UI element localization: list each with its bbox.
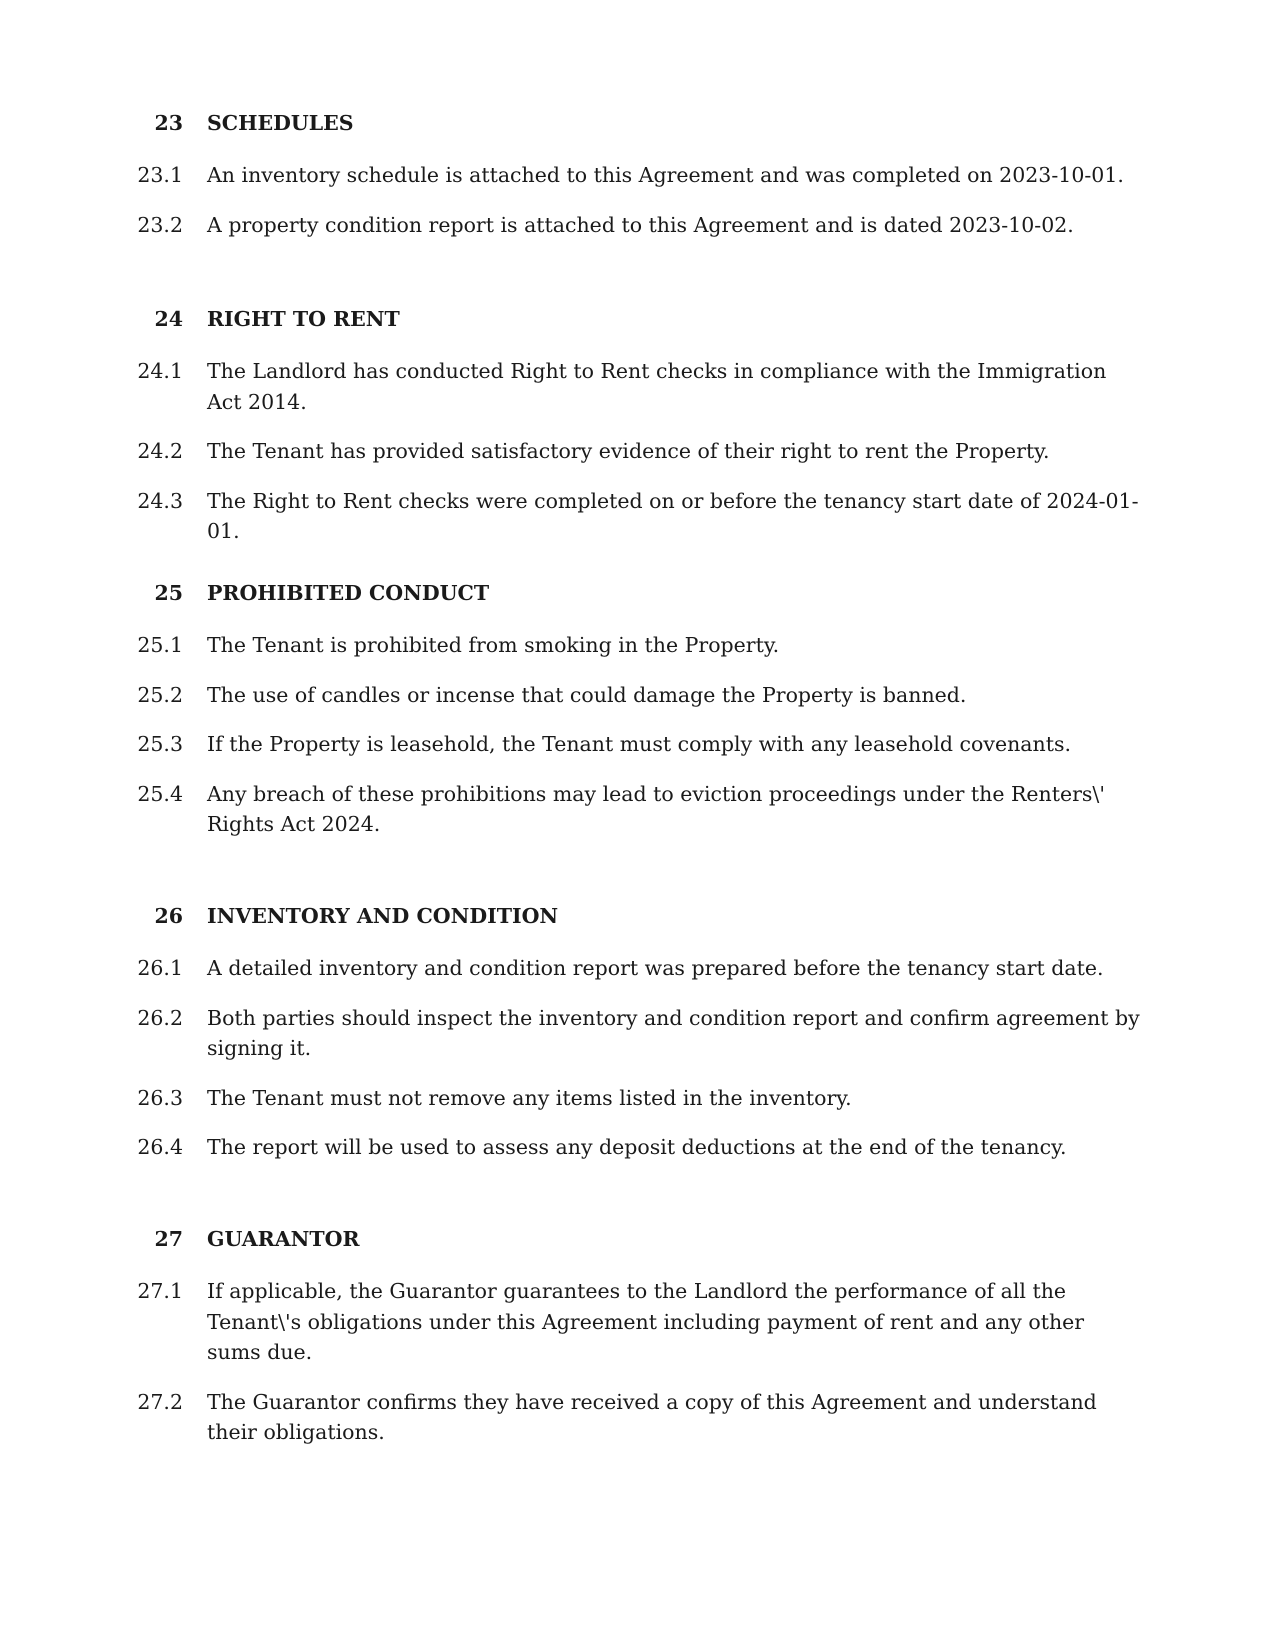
clause xyxy=(130,1083,1140,1114)
section-heading xyxy=(130,307,1140,337)
clause-text: The Tenant is prohibited from smoking in the Property. xyxy=(207,633,780,657)
clause-text: A property condition report is attached to this Agreement and is dated 2023-10-02. xyxy=(207,212,1074,237)
section-heading xyxy=(130,904,1140,934)
clause-number: 23.2 xyxy=(137,212,183,237)
section-heading xyxy=(130,581,1140,611)
clause-text: The report will be used to assess any deposit deductions at the end of the tenancy. xyxy=(207,1135,1067,1159)
section-guarantor xyxy=(130,1227,1140,1467)
clause xyxy=(130,729,1140,760)
section-number: 26 xyxy=(154,904,183,928)
clause-text: A detailed inventory and condition report was prepared before the tenancy start date. xyxy=(207,956,1104,980)
clause xyxy=(130,486,1140,547)
clause xyxy=(130,160,1140,191)
section-title: INVENTORY AND CONDITION xyxy=(207,904,559,928)
section-title: RIGHT TO RENT xyxy=(207,307,400,331)
clause xyxy=(130,210,1140,241)
section-number: 27 xyxy=(154,1227,183,1251)
clause-text: The Tenant must not remove any items listed in the inventory. xyxy=(207,1085,852,1110)
clause-text: Any breach of these prohibitions may lead to eviction proceedings under the Renters\' Rights Act 2024. xyxy=(207,781,1105,836)
clause xyxy=(130,436,1140,467)
clause-text: If the Property is leasehold, the Tenant must comply with any leasehold covenants. xyxy=(207,732,1071,756)
clause-number: 24.1 xyxy=(137,359,183,383)
section-schedules xyxy=(130,111,1140,259)
section-prohibited-conduct xyxy=(130,581,1140,859)
clause xyxy=(130,779,1140,840)
clause xyxy=(130,1132,1140,1163)
clause xyxy=(130,630,1140,661)
section-heading xyxy=(130,1227,1140,1257)
clause-text: Both parties should inspect the inventory and condition report and confirm agreement by signing it. xyxy=(207,1005,1140,1060)
clause xyxy=(130,1276,1140,1368)
clause-number: 23.1 xyxy=(137,163,183,187)
clause xyxy=(130,356,1140,417)
section-inventory-and-condition xyxy=(130,904,1140,1182)
clause-number: 25.1 xyxy=(137,633,183,657)
clause-text: The Guarantor confirms they have received a copy of this Agreement and understand their obligations. xyxy=(207,1389,1097,1444)
clause-number: 27.1 xyxy=(137,1279,183,1303)
section-number: 24 xyxy=(154,307,183,331)
clause-number: 26.2 xyxy=(137,1005,183,1030)
clause-number: 26.1 xyxy=(137,956,183,980)
clause-number: 25.3 xyxy=(137,732,183,756)
section-heading xyxy=(130,111,1140,141)
clause xyxy=(130,953,1140,984)
section-number: 23 xyxy=(154,111,183,135)
clause-text: The use of candles or incense that could damage the Property is banned. xyxy=(207,682,967,707)
clause xyxy=(130,1003,1140,1064)
clause-number: 26.3 xyxy=(137,1085,183,1110)
clause-number: 25.2 xyxy=(137,682,183,707)
section-title: SCHEDULES xyxy=(207,111,354,135)
clause-text: The Right to Rent checks were completed on or before the tenancy start date of 2024-01-01. xyxy=(207,488,1139,543)
clause-text: An inventory schedule is attached to this Agreement and was completed on 2023-10-01. xyxy=(207,163,1124,187)
clause-number: 25.4 xyxy=(137,781,183,806)
clause-text: If applicable, the Guarantor guarantees to the Landlord the performance of all the Tenant\'s obligations under this Agreement including payment of rent and any other sums due. xyxy=(207,1279,1085,1364)
section-right-to-rent xyxy=(130,307,1140,566)
section-title: GUARANTOR xyxy=(207,1227,360,1251)
clause xyxy=(130,1387,1140,1448)
clause-number: 27.2 xyxy=(137,1389,183,1414)
section-title: PROHIBITED CONDUCT xyxy=(207,581,490,605)
clause-text: The Tenant has provided satisfactory evidence of their right to rent the Property. xyxy=(207,439,1050,463)
section-number: 25 xyxy=(154,581,183,605)
clause-number: 24.2 xyxy=(137,439,183,463)
clause xyxy=(130,680,1140,711)
clause-number: 26.4 xyxy=(137,1135,183,1159)
clause-number: 24.3 xyxy=(137,488,183,513)
clause-text: The Landlord has conducted Right to Rent checks in compliance with the Immigration Act 2014. xyxy=(207,359,1107,414)
